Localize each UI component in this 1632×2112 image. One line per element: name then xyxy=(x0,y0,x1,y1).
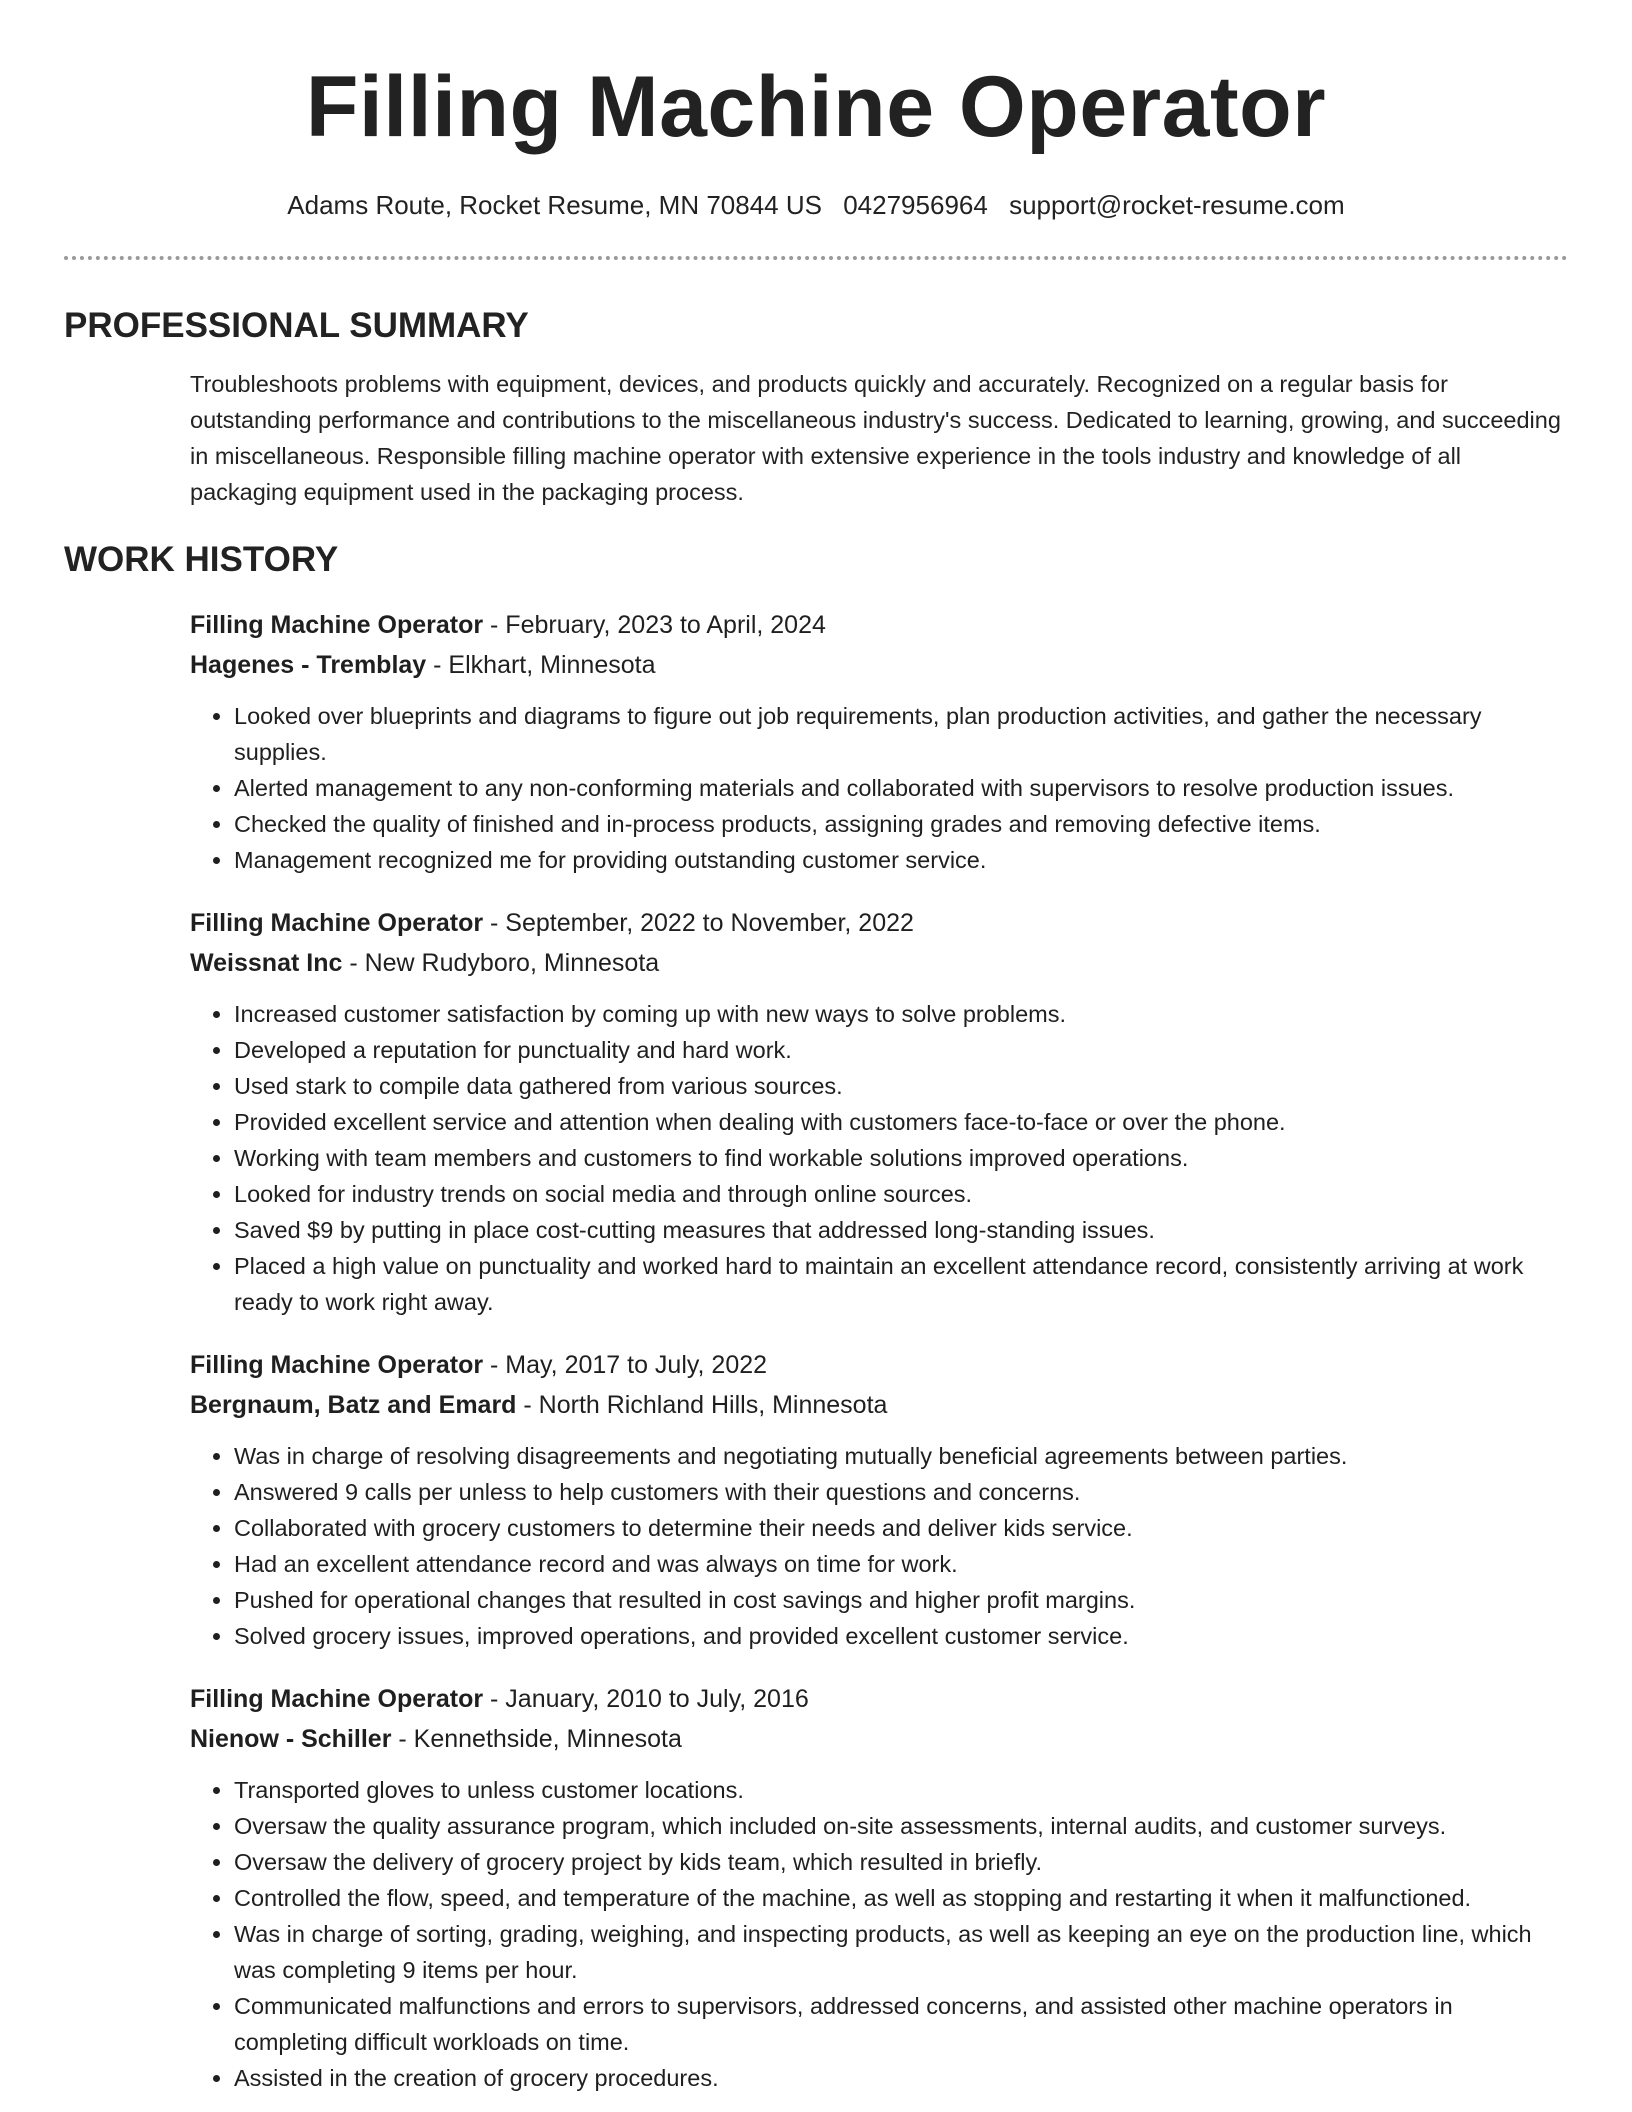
job-bullet: • Developed a reputation for punctuality and hard work. xyxy=(234,1032,1568,1068)
job-bullet: • Working with team members and customers to find workable solutions improved operations. xyxy=(234,1140,1568,1176)
job-dates: - February, 2023 to April, 2024 xyxy=(483,611,826,639)
job-bullet: • Had an excellent attendance record and was always on time for work. xyxy=(234,1546,1568,1582)
job-bullet: • Management recognized me for providing outstanding customer service. xyxy=(234,842,1568,878)
job-bullet: • Assisted in the creation of grocery procedures. xyxy=(234,2060,1568,2096)
job-bullet: • Alerted management to any non-conforming materials and collaborated with supervisors to resolve production issues. xyxy=(234,770,1568,806)
contact-email: support@rocket-resume.com xyxy=(1009,190,1345,220)
job-dates: - May, 2017 to July, 2022 xyxy=(483,1351,768,1379)
job-bullet: • Increased customer satisfaction by coming up with new ways to solve problems. xyxy=(234,996,1568,1032)
job-bullet: • Used stark to compile data gathered from various sources. xyxy=(234,1068,1568,1104)
candidate-name: Filling Machine Operator xyxy=(305,59,1327,155)
job-bullet: • Controlled the flow, speed, and temperature of the machine, as well as stopping and restarting it when it malfunctioned. xyxy=(234,1880,1568,1916)
job-company: Hagenes - Tremblay xyxy=(190,651,427,679)
job-bullet: • Oversaw the delivery of grocery project by kids team, which resulted in briefly. xyxy=(234,1844,1568,1880)
job-role: Filling Machine Operator xyxy=(190,1685,484,1713)
job-bullet: • Looked for industry trends on social media and through online sources. xyxy=(234,1176,1568,1212)
job-location: - Elkhart, Minnesota xyxy=(426,651,656,679)
contact-line xyxy=(64,188,1568,222)
job-location: - Kennethside, Minnesota xyxy=(391,1725,682,1753)
job-bullet: • Provided excellent service and attention when dealing with customers face-to-face or over the phone. xyxy=(234,1104,1568,1140)
job-company: Nienow - Schiller xyxy=(190,1725,392,1753)
header-divider xyxy=(64,256,1568,260)
job-bullet: • Was in charge of sorting, grading, weighing, and inspecting products, as well as keeping an eye on the production line, which was completing 9 items per hour. xyxy=(234,1916,1568,1988)
contact-address: Adams Route, Rocket Resume, MN 70844 US xyxy=(287,190,822,220)
job-bullets xyxy=(190,1438,1568,1654)
job-bullet: • Pushed for operational changes that resulted in cost savings and higher profit margins. xyxy=(234,1582,1568,1618)
job-bullets xyxy=(190,698,1568,878)
job-role: Filling Machine Operator xyxy=(190,909,484,937)
work-history-title: WORK HISTORY xyxy=(64,540,339,579)
summary-title: PROFESSIONAL SUMMARY xyxy=(64,306,529,345)
job-bullets xyxy=(190,1772,1568,2096)
job-dates: - January, 2010 to July, 2016 xyxy=(483,1685,809,1713)
job-location: - New Rudyboro, Minnesota xyxy=(342,949,660,977)
job-title-line xyxy=(190,606,1568,644)
job-bullet: • Saved $9 by putting in place cost-cutting measures that addressed long-standing issues. xyxy=(234,1212,1568,1248)
job-dates: - September, 2022 to November, 2022 xyxy=(483,909,914,937)
job-company-line xyxy=(190,1386,1568,1424)
job-bullets xyxy=(190,996,1568,1320)
job-title-line xyxy=(190,904,1568,942)
job-bullet: • Answered 9 calls per unless to help customers with their questions and concerns. xyxy=(234,1474,1568,1510)
job-bullet: • Oversaw the quality assurance program, which included on-site assessments, internal audits, and customer surveys. xyxy=(234,1808,1568,1844)
job-role: Filling Machine Operator xyxy=(190,1351,484,1379)
resume-page xyxy=(64,0,1568,2096)
job-company: Weissnat Inc xyxy=(190,949,343,977)
job-entry xyxy=(190,904,1568,1320)
job-location: - North Richland Hills, Minnesota xyxy=(516,1391,888,1419)
job-bullet: • Transported gloves to unless customer locations. xyxy=(234,1772,1568,1808)
contact-phone: 0427956964 xyxy=(843,190,988,220)
summary-text: Troubleshoots problems with equipment, devices, and products quickly and accurately. Recognized on a regular basis for outstanding performance and contributions to the miscellaneous industry's success. Dedicated to learning, growing, and succeeding in miscellaneous. Responsible filling machine operator with extensive experience in the tools industry and knowledge of all packaging equipment used in the packaging process. xyxy=(190,371,1561,505)
job-company: Bergnaum, Batz and Emard xyxy=(190,1391,517,1419)
job-title-line xyxy=(190,1680,1568,1718)
job-company-line xyxy=(190,944,1568,982)
job-entry xyxy=(190,606,1568,878)
job-bullet: • Placed a high value on punctuality and worked hard to maintain an excellent attendance record, consistently arriving at work ready to work right away. xyxy=(234,1248,1568,1320)
job-title-line xyxy=(190,1346,1568,1384)
job-bullet: • Collaborated with grocery customers to determine their needs and deliver kids service. xyxy=(234,1510,1568,1546)
work-history-list xyxy=(64,606,1568,2096)
job-bullet: • Checked the quality of finished and in-process products, assigning grades and removing defective items. xyxy=(234,806,1568,842)
job-entry xyxy=(190,1680,1568,2096)
job-entry xyxy=(190,1346,1568,1654)
job-role: Filling Machine Operator xyxy=(190,611,484,639)
job-bullet: • Communicated malfunctions and errors to supervisors, addressed concerns, and assisted other machine operators in completing difficult workloads on time. xyxy=(234,1988,1568,2060)
job-bullet: • Looked over blueprints and diagrams to figure out job requirements, plan production activities, and gather the necessary supplies. xyxy=(234,698,1568,770)
job-company-line xyxy=(190,646,1568,684)
job-company-line xyxy=(190,1720,1568,1758)
job-bullet: • Was in charge of resolving disagreements and negotiating mutually beneficial agreements between parties. xyxy=(234,1438,1568,1474)
job-bullet: • Solved grocery issues, improved operations, and provided excellent customer service. xyxy=(234,1618,1568,1654)
